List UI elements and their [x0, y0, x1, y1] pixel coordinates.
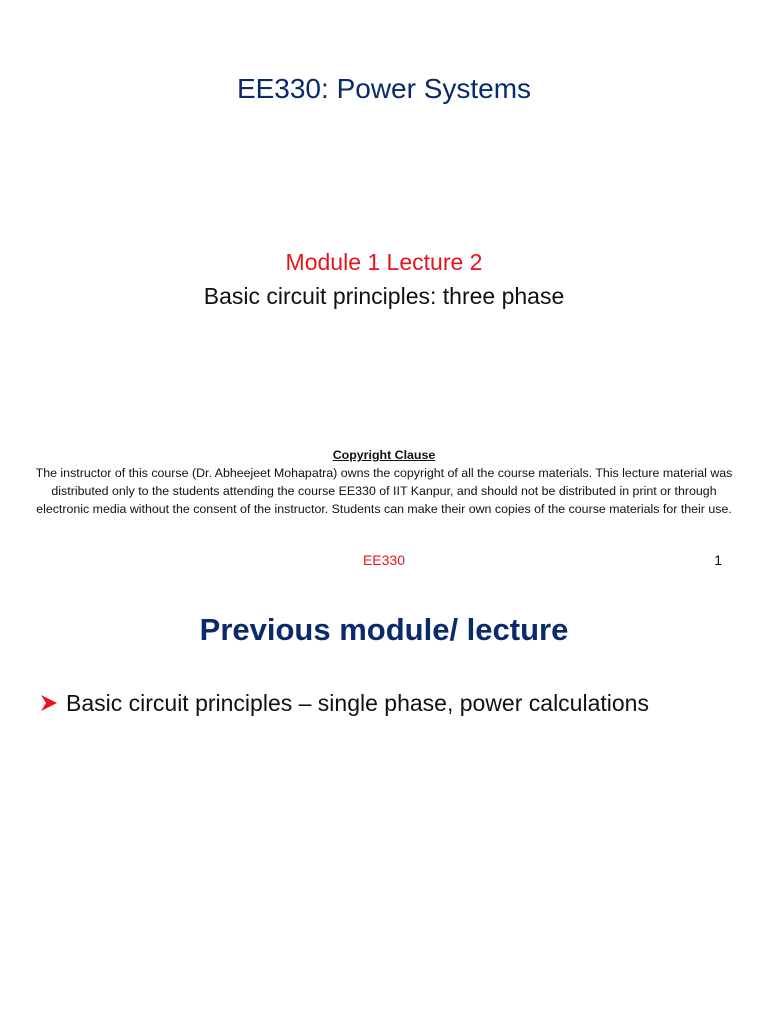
bullet-item — [38, 688, 738, 718]
slide-title: EE330: Power Systems — [236, 73, 532, 104]
copyright-body: The instructor of this course (Dr. Abheejeet Mohapatra) owns the copyright of all the course materials. This lecture material was distributed only to the students attending the course EE330 of IIT Kanpur, and should not be distributed in print or through electronic media without the consent of the instructor. Students can make their own copies of the course materials for their use. — [35, 466, 733, 516]
copyright-clause — [30, 446, 738, 518]
copyright-heading: Copyright Clause — [332, 448, 436, 462]
module-label: Module 1 Lecture 2 — [285, 249, 483, 275]
slide-2 — [0, 590, 768, 1024]
arrow-bullet-icon — [38, 692, 60, 714]
bullet-text: Basic circuit principles – single phase, power calculations — [66, 690, 649, 716]
slide-title: Previous module/ lecture — [199, 612, 569, 647]
footer-course-label: EE330 — [362, 552, 406, 568]
page-number: 1 — [714, 552, 722, 568]
slide-subtitle: Basic circuit principles: three phase — [203, 283, 565, 309]
